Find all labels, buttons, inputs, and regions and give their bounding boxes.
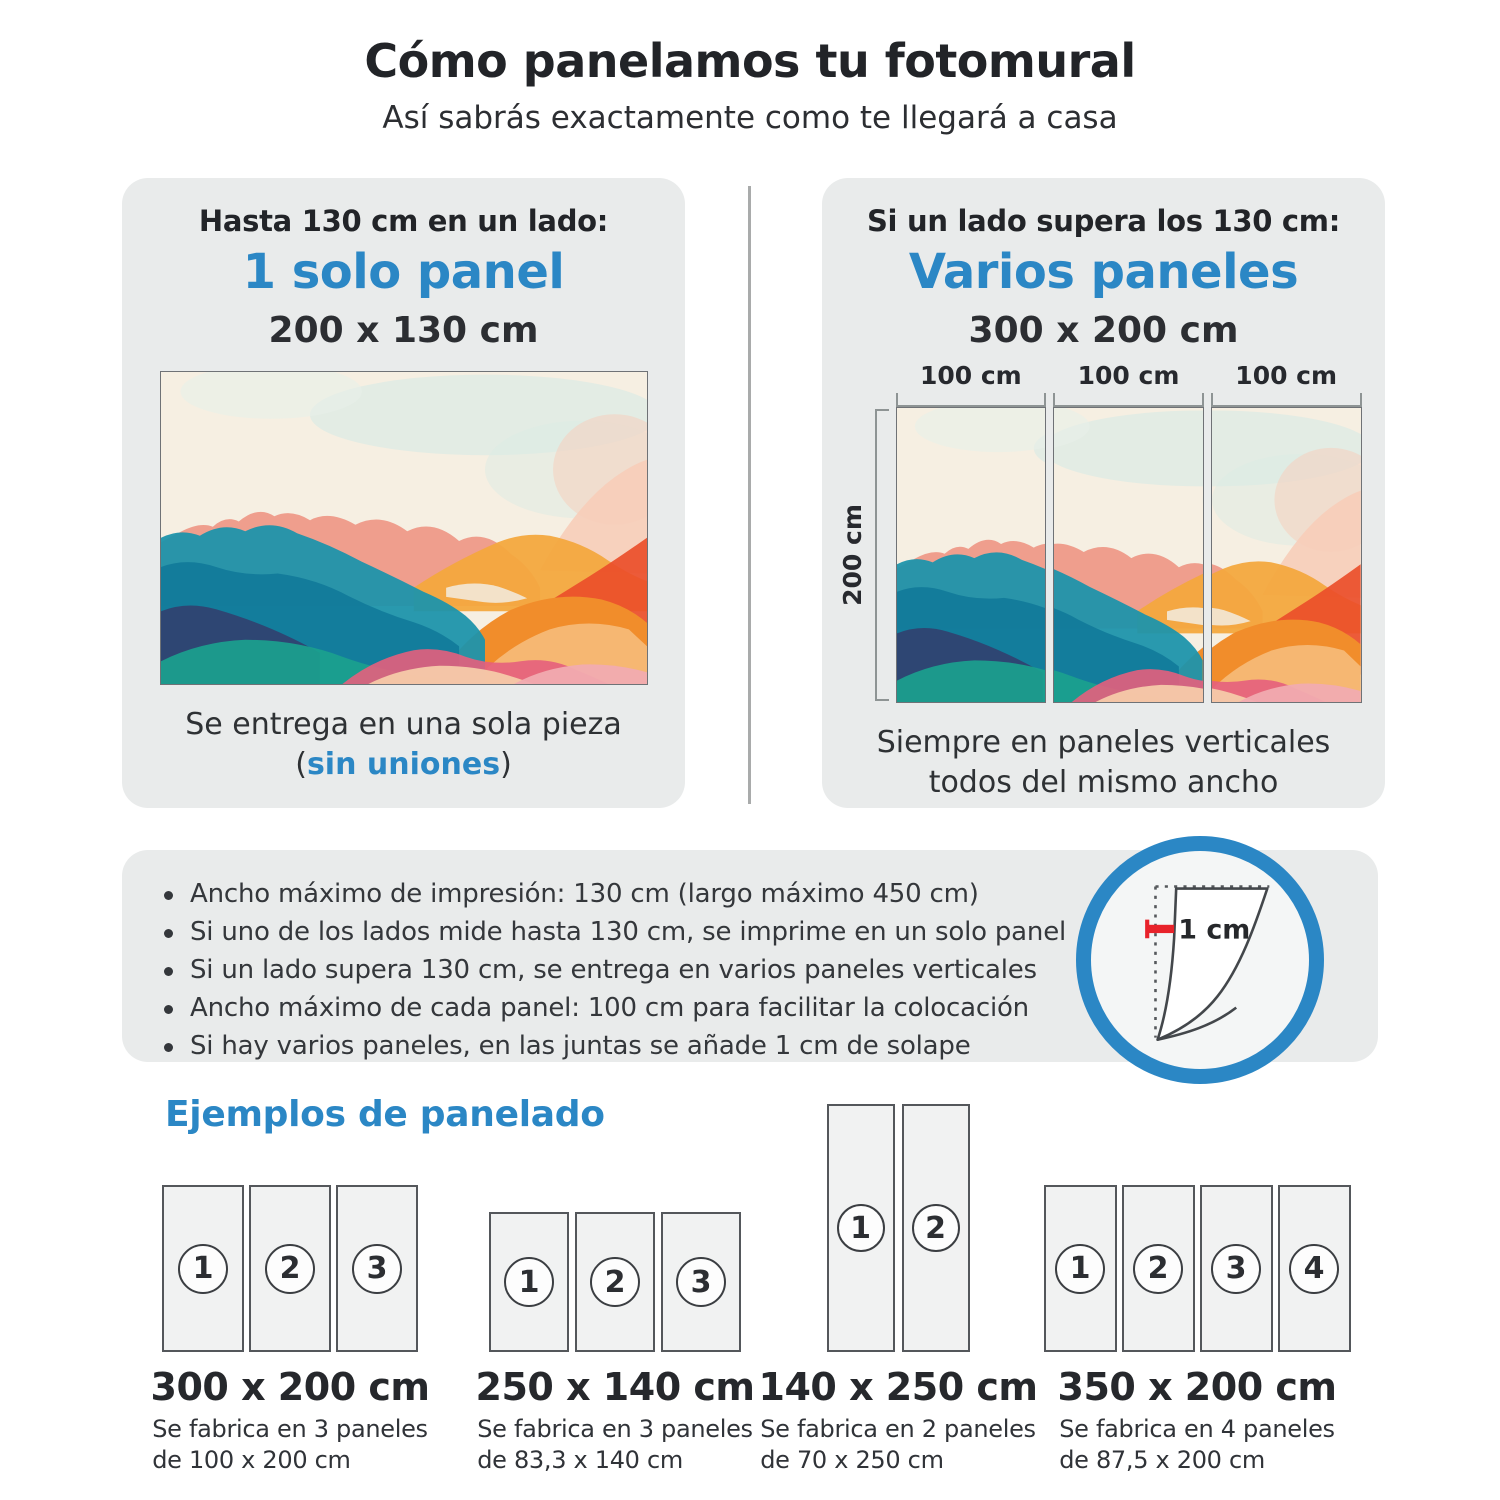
multi-caption (822, 723, 1385, 803)
multi-highlight: Varios paneles (908, 244, 1299, 300)
paren-close: ) (500, 747, 512, 782)
width-bracket-1 (896, 392, 1047, 407)
panel-number: 3 (1211, 1244, 1261, 1294)
example-panel (827, 1104, 895, 1352)
panel-number: 1 (178, 1244, 228, 1294)
mural-panel-3 (1211, 407, 1362, 703)
example-caption (152, 1414, 428, 1476)
panel-number: 3 (676, 1257, 726, 1307)
single-caption-line1: Se entrega en una sola pieza (185, 707, 622, 742)
example-panel (661, 1212, 741, 1352)
panel-number: 2 (1133, 1244, 1183, 1294)
panel-number: 1 (837, 1204, 885, 1252)
example-caption-line2: de 83,3 x 140 cm (477, 1446, 683, 1474)
single-size: 200 x 130 cm (268, 310, 539, 351)
mural-panel-2 (1053, 407, 1204, 703)
example-panel (575, 1212, 655, 1352)
page-title: Cómo panelamos tu fotomural (364, 34, 1136, 88)
example-caption-line1: Se fabrica en 3 paneles (152, 1415, 428, 1443)
width-label-1: 100 cm (919, 361, 1022, 390)
mural-panels (896, 407, 1362, 703)
width-measure-1 (896, 362, 1047, 407)
overlap-label: 1 cm (1178, 914, 1251, 946)
multi-size: 300 x 200 cm (968, 310, 1239, 351)
example-caption-line1: Se fabrica en 3 paneles (477, 1415, 753, 1443)
watercolor-panel-2 (1054, 408, 1203, 702)
height-label: 200 cm (837, 504, 867, 606)
example-caption-line2: de 87,5 x 200 cm (1059, 1446, 1265, 1474)
single-condition: Hasta 130 cm en un lado: (198, 204, 609, 238)
example-size: 140 x 250 cm (758, 1365, 1038, 1409)
info-bullet: Ancho máximo de cada panel: 100 cm para facilitar la colocación (160, 989, 1378, 1027)
overlap-badge (1076, 836, 1324, 1084)
example-panel (1044, 1185, 1117, 1352)
panel-number: 1 (1055, 1244, 1105, 1294)
panel-number: 2 (912, 1204, 960, 1252)
examples-heading: Ejemplos de panelado (165, 1094, 605, 1135)
example-panel (1200, 1185, 1273, 1352)
example-panel (902, 1104, 970, 1352)
single-caption (122, 705, 685, 785)
panel-number: 4 (1289, 1244, 1339, 1294)
card-multi-panel (822, 178, 1385, 808)
width-bracket-2 (1053, 392, 1204, 407)
example-caption (477, 1414, 753, 1476)
example-caption-line2: de 100 x 200 cm (152, 1446, 351, 1474)
multi-caption-line2: todos del mismo ancho (928, 765, 1279, 800)
width-bracket-3 (1211, 392, 1362, 407)
width-measures (896, 361, 1362, 407)
example-panels (489, 1212, 741, 1352)
example-caption-line2: de 70 x 250 cm (760, 1446, 944, 1474)
example-panel (336, 1185, 418, 1352)
width-label-3: 100 cm (1235, 361, 1338, 390)
example-350x200 (1032, 1185, 1362, 1476)
width-measure-3 (1211, 362, 1362, 407)
multi-caption-line1: Siempre en paneles verticales (876, 725, 1331, 760)
width-measure-2 (1053, 362, 1204, 407)
mural-panel-1 (896, 407, 1047, 703)
single-caption-highlight: sin uniones (306, 747, 501, 782)
panel-number: 2 (265, 1244, 315, 1294)
example-caption (1059, 1414, 1335, 1476)
example-caption (760, 1414, 1036, 1476)
multi-condition: Si un lado supera los 130 cm: (866, 204, 1341, 238)
example-size: 250 x 140 cm (475, 1365, 755, 1409)
watercolor-image (161, 372, 647, 684)
single-highlight: 1 solo panel (242, 244, 565, 300)
panel-number: 1 (504, 1257, 554, 1307)
example-250x140 (453, 1212, 777, 1476)
height-measure (837, 407, 896, 703)
example-140x250 (740, 1104, 1056, 1476)
watercolor-panel-3 (1212, 408, 1361, 702)
multi-panel-diagram (837, 361, 1362, 703)
example-panel (249, 1185, 331, 1352)
example-panel (1278, 1185, 1351, 1352)
paren-open: ( (295, 747, 307, 782)
example-panel (1122, 1185, 1195, 1352)
example-caption-line1: Se fabrica en 4 paneles (1059, 1415, 1335, 1443)
single-mural-image (160, 371, 648, 685)
cards-divider (748, 186, 751, 804)
page-subtitle: Así sabrás exactamente como te llegará a casa (382, 100, 1118, 136)
example-caption-line1: Se fabrica en 2 paneles (760, 1415, 1036, 1443)
example-panel (162, 1185, 244, 1352)
example-size: 300 x 200 cm (150, 1365, 430, 1409)
info-bullet: Si hay varios paneles, en las juntas se añade 1 cm de solape (160, 1027, 1378, 1065)
height-bracket (875, 409, 890, 701)
watercolor-panel-1 (897, 408, 1046, 702)
card-single-panel (122, 178, 685, 808)
panel-number: 2 (590, 1257, 640, 1307)
example-panels (1044, 1185, 1351, 1352)
page-peel-icon (1112, 872, 1288, 1048)
example-panel (489, 1212, 569, 1352)
example-panels (162, 1185, 418, 1352)
info-bullet: Ancho máximo de impresión: 130 cm (largo máximo 450 cm) (160, 875, 1378, 913)
example-size: 350 x 200 cm (1057, 1365, 1337, 1409)
width-label-2: 100 cm (1077, 361, 1180, 390)
example-panels (827, 1104, 970, 1352)
panel-number: 3 (352, 1244, 402, 1294)
info-bullet: Si un lado supera 130 cm, se entrega en varios paneles verticales (160, 951, 1378, 989)
info-bullet: Si uno de los lados mide hasta 130 cm, se imprime en un solo panel (160, 913, 1378, 951)
example-300x200 (128, 1185, 452, 1476)
